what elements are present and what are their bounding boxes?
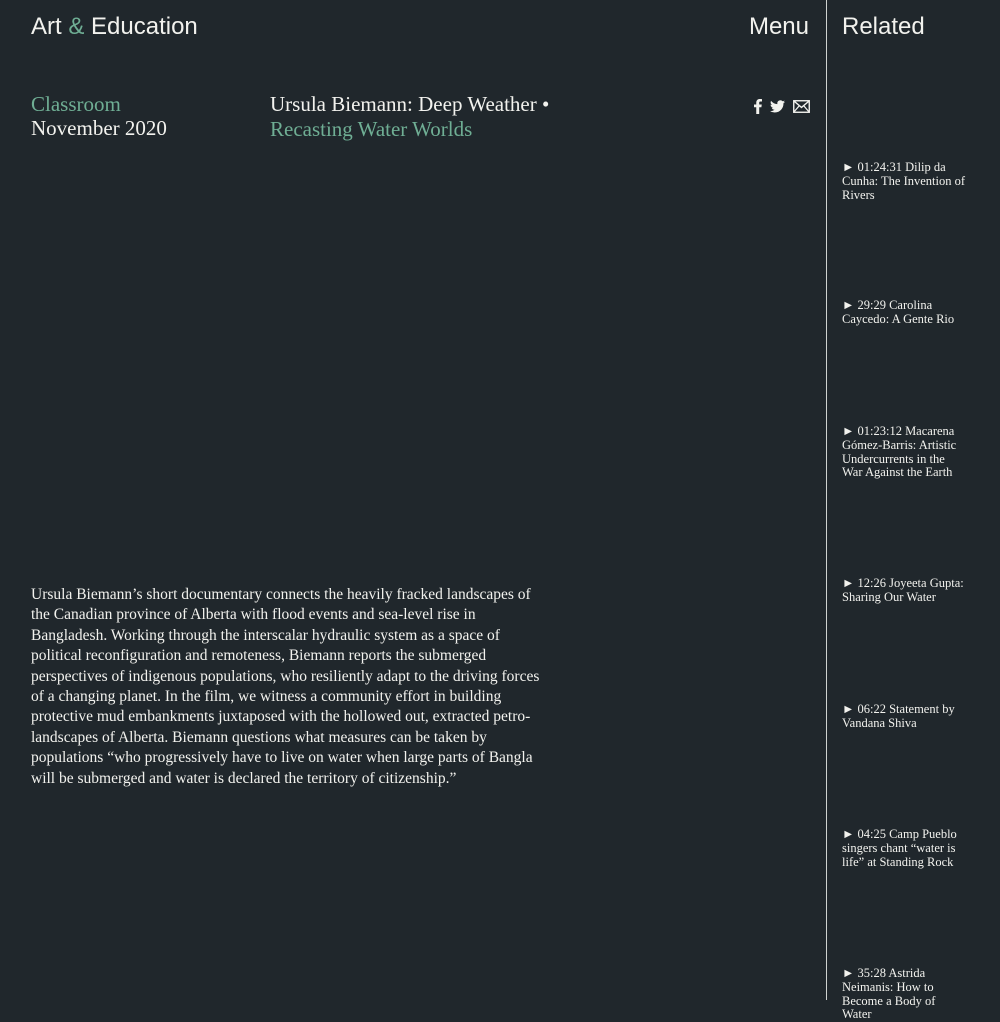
- related-item[interactable]: ► 06:22 Statement by Vandana Shiva: [842, 702, 955, 730]
- related-item[interactable]: ► 29:29 Carolina Caycedo: A Gente Rio: [842, 298, 955, 326]
- related-item[interactable]: ► 12:26 Joyeeta Gupta: Sharing Our Water: [842, 576, 964, 604]
- logo-text-education: Education: [91, 13, 198, 40]
- logo-ampersand: &: [68, 13, 85, 40]
- related-heading: Related: [842, 13, 925, 40]
- related-item[interactable]: ► 01:23:12 Macarena Gómez-Barris: Artistic Undercurrents in the War Against the Earth: [842, 424, 957, 480]
- logo-text-art: Art: [31, 13, 62, 40]
- article-title: [270, 92, 600, 142]
- related-item[interactable]: ► 04:25 Camp Pueblo singers chant “water is life” at Standing Rock: [842, 827, 957, 869]
- related-item[interactable]: ► 01:24:31 Dilip da Cunha: The Invention of Rivers: [842, 160, 966, 202]
- title-separator: •: [542, 92, 550, 116]
- twitter-icon[interactable]: [770, 98, 785, 114]
- category-link[interactable]: Classroom: [31, 92, 121, 116]
- email-icon[interactable]: [793, 98, 810, 114]
- share-bar: [754, 98, 810, 114]
- related-item[interactable]: ► 35:28 Astrida Neimanis: How to Become a Body of Water: [842, 966, 936, 1022]
- article-meta: [31, 92, 167, 140]
- article-title-text: Ursula Biemann: Deep Weather: [270, 92, 537, 116]
- publish-date: November 2020: [31, 116, 167, 140]
- site-logo[interactable]: [31, 12, 198, 42]
- facebook-icon[interactable]: [754, 98, 762, 114]
- related-sidebar: [827, 0, 1000, 1022]
- menu-button[interactable]: Menu: [748, 13, 809, 40]
- article-subtitle: Recasting Water Worlds: [270, 117, 473, 141]
- article-description: Ursula Biemann’s short documentary connects the heavily fracked landscapes of the Canadian province of Alberta with flood events and sea-level rise in Bangladesh. Working through the interscalar hydraulic system as a space of political reconfiguration and remoteness, Biemann reports the submerged perspectives of indigenous populations, who resiliently adapt to the driving forces of a changing planet. In the film, we witness a community effort in building protective mud embankments juxtaposed with the hollowed out, extracted petro-landscapes of Alberta. Biemann questions what measures can be taken by populations “who progressively have to live on water when large parts of Bangla will be submerged and water is declared the territory of citizenship.”: [31, 586, 540, 787]
